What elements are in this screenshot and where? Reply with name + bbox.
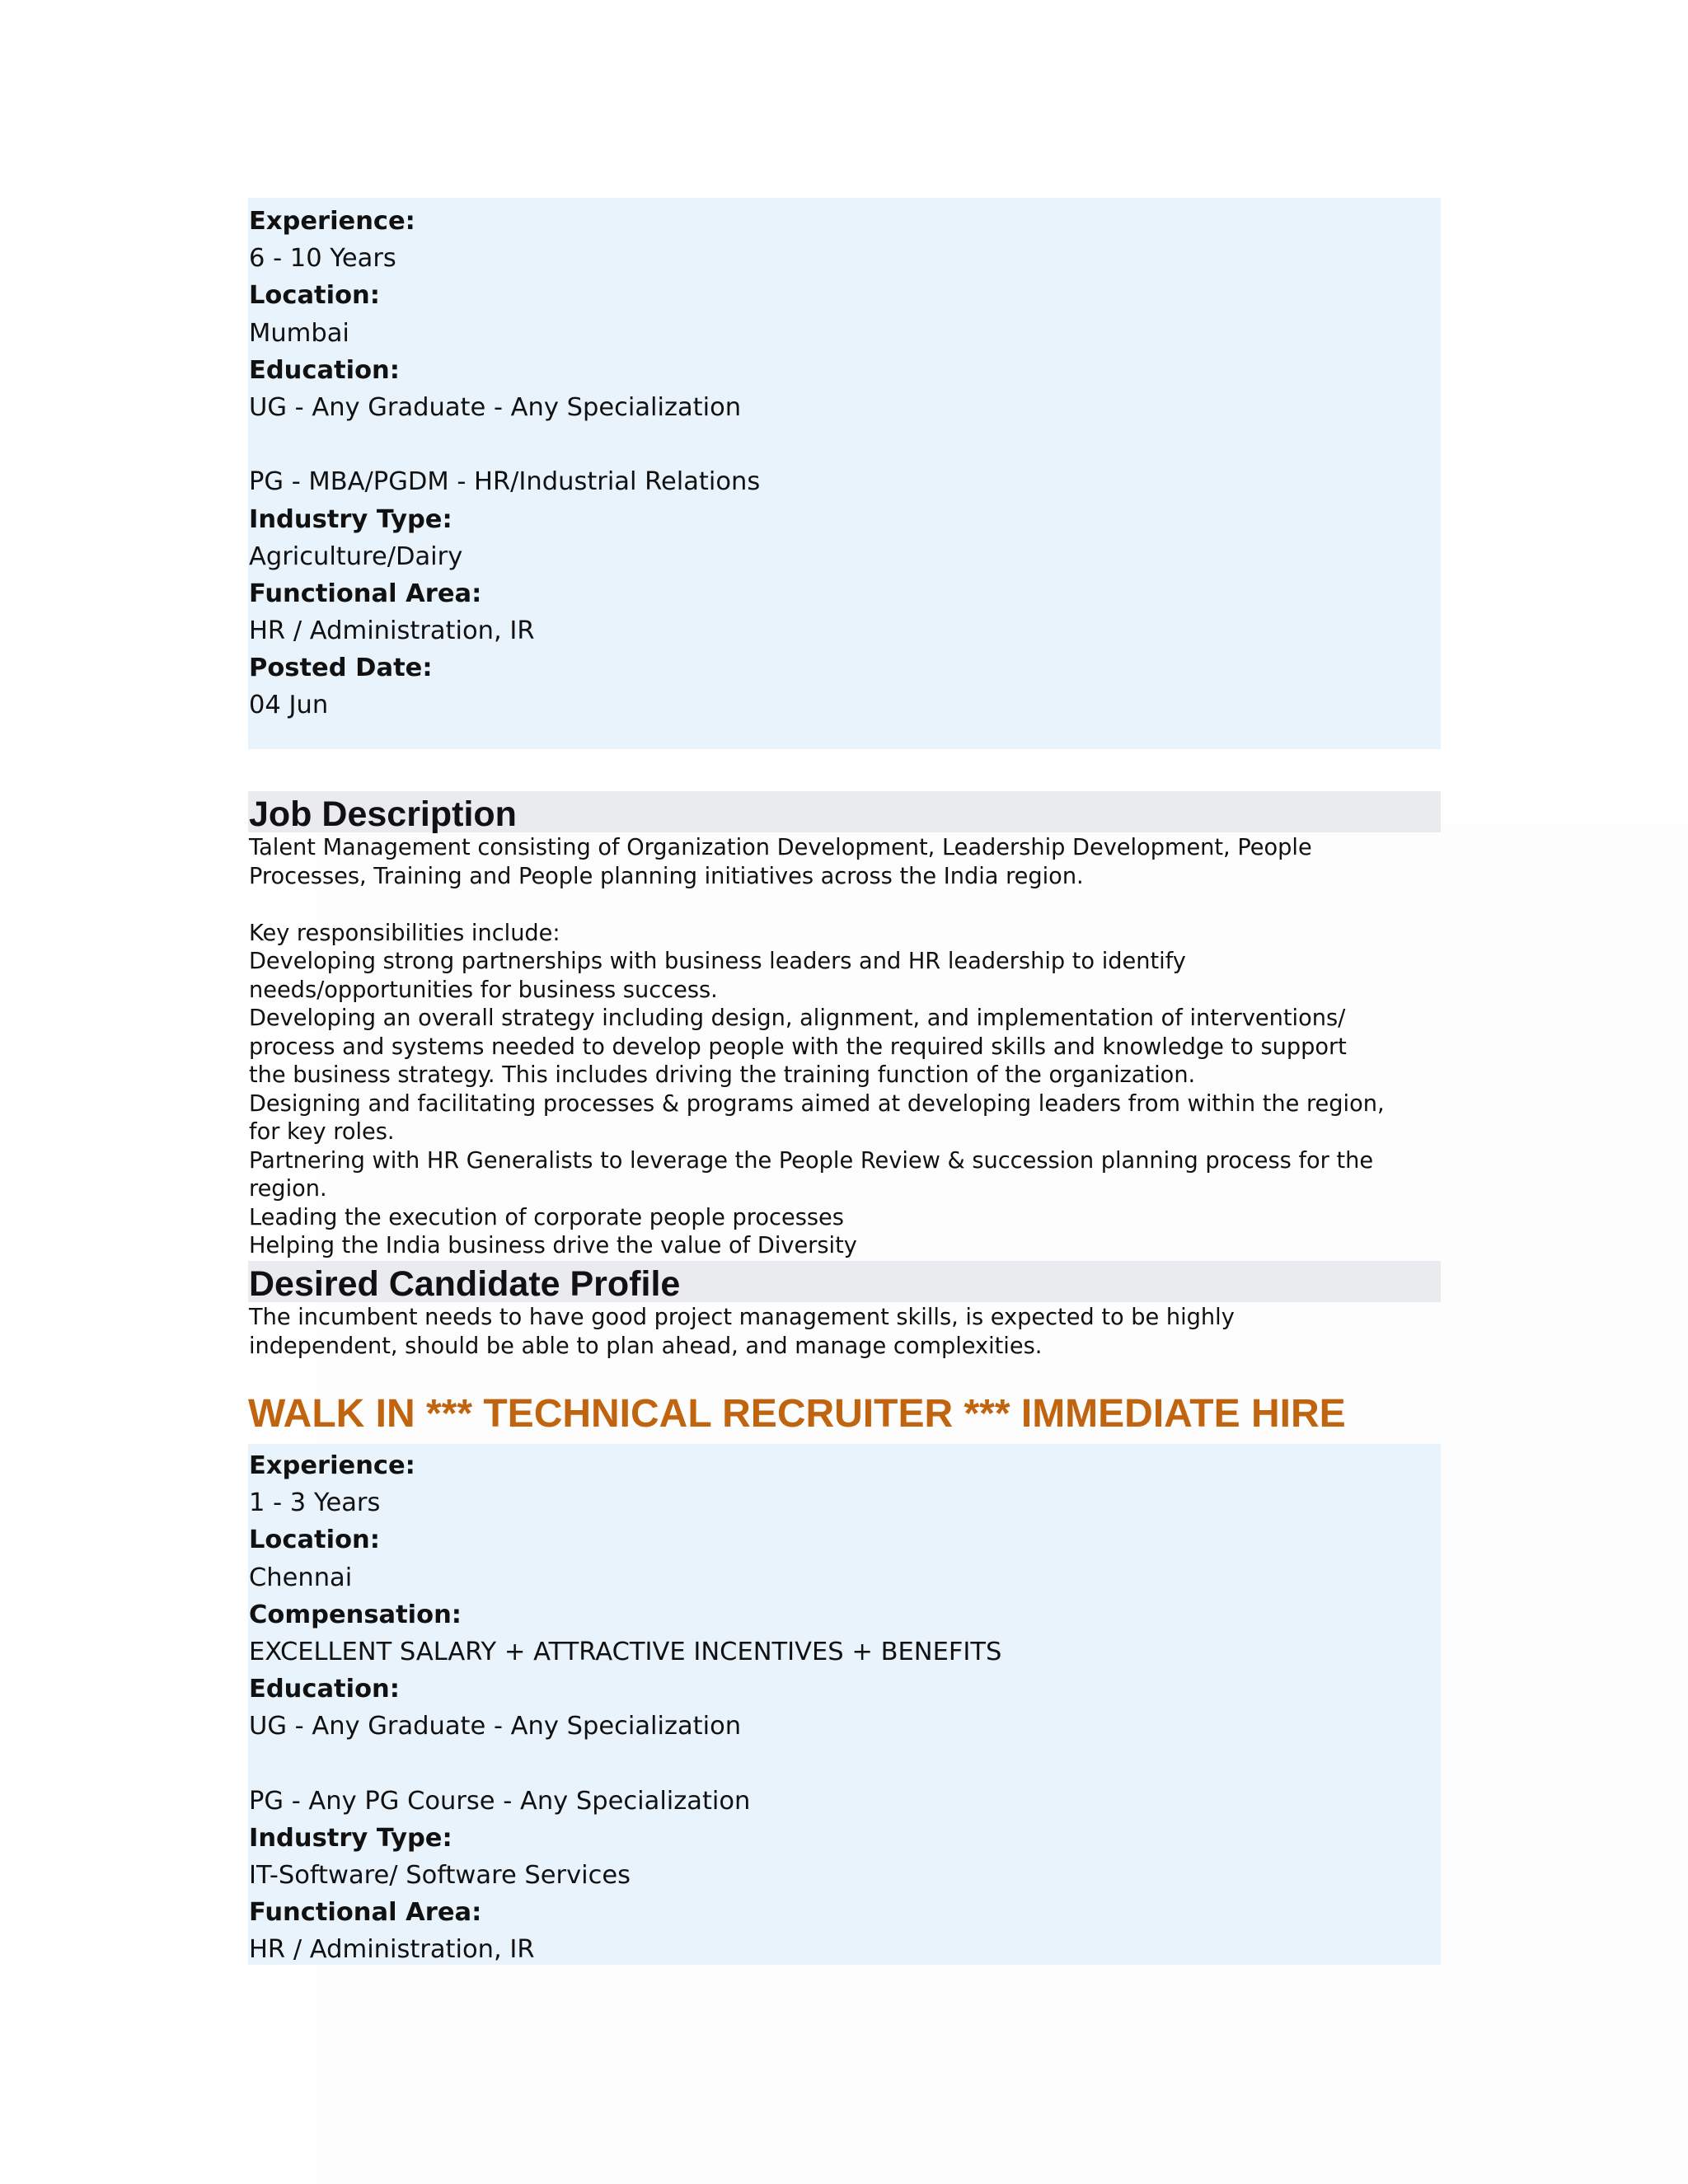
description-line: Developing strong partnerships with business leaders and HR leadership to identify xyxy=(249,949,1186,974)
industry-type-label: Industry Type: xyxy=(249,504,452,534)
functional-area-label: Functional Area: xyxy=(249,1898,482,1928)
functional-area-value: HR / Administration, IR xyxy=(249,616,535,646)
description-line: for key roles. xyxy=(249,1119,395,1145)
industry-type-label: Industry Type: xyxy=(249,1823,452,1853)
education-ug-value: UG - Any Graduate - Any Specialization xyxy=(249,392,742,422)
description-line: Helping the India business drive the value of Diversity xyxy=(249,1233,857,1258)
education-spacer xyxy=(249,1746,1441,1783)
industry-type-value: Agriculture/Dairy xyxy=(249,541,463,571)
experience-value: 1 - 3 Years xyxy=(249,1488,381,1518)
experience-label: Experience: xyxy=(249,1451,415,1480)
desired-profile-heading: Desired Candidate Profile xyxy=(248,1261,1441,1302)
location-value: Mumbai xyxy=(249,318,349,348)
experience-value: 6 - 10 Years xyxy=(249,244,396,274)
education-label: Education: xyxy=(249,1675,400,1704)
description-line: needs/opportunities for business success. xyxy=(249,977,718,1003)
compensation-label: Compensation: xyxy=(249,1600,462,1629)
description-line: Key responsibilities include: xyxy=(249,920,560,946)
description-line: Processes, Training and People planning initiatives across the India region. xyxy=(249,863,1084,889)
posted-date-label: Posted Date: xyxy=(249,654,433,683)
description-line: Leading the execution of corporate people processes xyxy=(249,1204,844,1230)
education-label: Education: xyxy=(249,355,400,385)
description-line: the business strategy. This includes driving the training function of the organization. xyxy=(249,1062,1196,1088)
education-spacer xyxy=(249,426,1441,463)
job-details-box xyxy=(248,1444,1441,1965)
description-line: Talent Management consisting of Organization Development, Leadership Development, People xyxy=(249,835,1312,860)
compensation-value: EXCELLENT SALARY + ATTRACTIVE INCENTIVES + BENEFITS xyxy=(249,1637,1002,1666)
posted-date-value: 04 Jun xyxy=(249,691,329,720)
functional-area-value: HR / Administration, IR xyxy=(249,1935,535,1965)
location-label: Location: xyxy=(249,1526,380,1555)
job-details-box xyxy=(248,198,1441,749)
profile-line: independent, should be able to plan ahead, and manage complexities. xyxy=(249,1333,1043,1359)
education-pg-value: PG - Any PG Course - Any Specialization xyxy=(249,1786,751,1816)
job-description-body xyxy=(249,834,1440,1261)
location-label: Location: xyxy=(249,281,380,311)
education-ug-value: UG - Any Graduate - Any Specialization xyxy=(249,1712,742,1741)
functional-area-label: Functional Area: xyxy=(249,579,482,608)
description-line: Designing and facilitating processes & programs aimed at developing leaders from within the region, xyxy=(249,1090,1385,1117)
education-pg-value: PG - MBA/PGDM - HR/Industrial Relations xyxy=(249,467,761,497)
job-title: WALK IN *** TECHNICAL RECRUITER *** IMMEDIATE HIRE xyxy=(248,1392,1346,1436)
location-value: Chennai xyxy=(249,1563,353,1592)
description-line: Partnering with HR Generalists to leverage the People Review & succession planning process for the xyxy=(249,1147,1374,1174)
description-spacer xyxy=(249,891,1440,920)
experience-label: Experience: xyxy=(249,207,415,236)
description-line: region. xyxy=(249,1176,327,1202)
profile-line: The incumbent needs to have good project management skills, is expected to be highly xyxy=(249,1305,1235,1330)
description-line: Developing an overall strategy including design, alignment, and implementation of interventions/ xyxy=(249,1005,1346,1031)
industry-type-value: IT-Software/ Software Services xyxy=(249,1861,631,1891)
job-description-heading: Job Description xyxy=(248,791,1441,832)
description-line: process and systems needed to develop people with the required skills and knowledge to support xyxy=(249,1033,1347,1060)
desired-profile-body xyxy=(249,1304,1440,1361)
